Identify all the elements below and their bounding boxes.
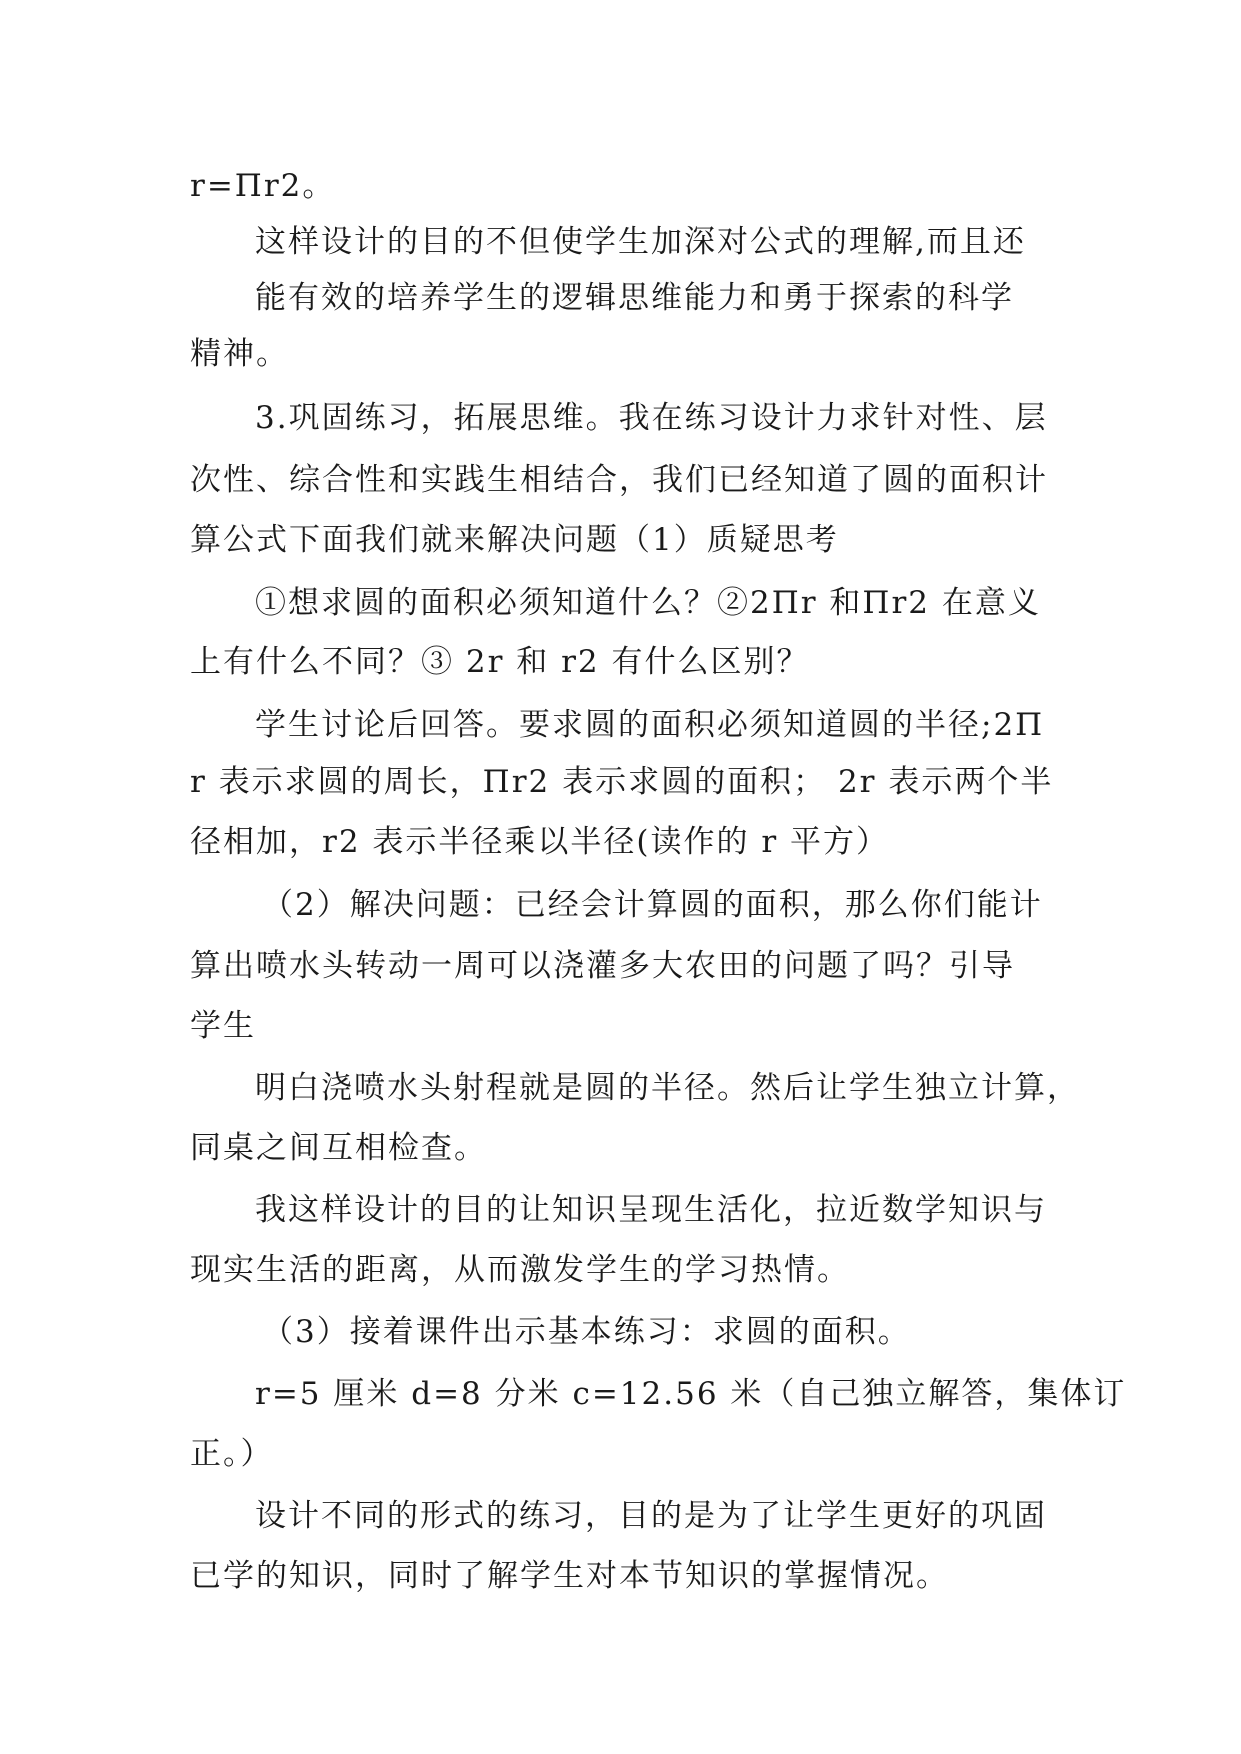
text-line: 精神。 [190, 336, 289, 372]
text-line: 同桌之间互相检查。 [190, 1130, 487, 1166]
text-line: 算公式下面我们就来解决问题（1）质疑思考 [190, 522, 839, 558]
text-line: 算出喷水头转动一周可以浇灌多大农田的问题了吗？引导 [190, 948, 1015, 984]
text-line: 3.巩固练习，拓展思维。我在练习设计力求针对性、层 [255, 400, 1048, 436]
text-line: r 表示求圆的周长，Πr2 表示求圆的面积； 2r 表示两个半 [190, 764, 1054, 800]
text-line: 上有什么不同？③ 2r 和 r2 有什么区别？ [190, 644, 810, 680]
text-line: 学生讨论后回答。要求圆的面积必须知道圆的半径;2Π [255, 707, 1045, 743]
text-line: 我这样设计的目的让知识呈现生活化，拉近数学知识与 [255, 1192, 1047, 1228]
text-line: 明白浇喷水头射程就是圆的半径。然后让学生独立计算， [255, 1070, 1080, 1106]
text-line: （2）解决问题：已经会计算圆的面积，那么你们能计 [262, 887, 1043, 923]
text-line: 正。） [190, 1436, 274, 1472]
text-line: 径相加，r2 表示半径乘以半径(读作的 r 平方） [190, 824, 890, 860]
text-line: r=Πr2。 [190, 168, 336, 204]
text-line: 这样设计的目的不但使学生加深对公式的理解,而且还 [255, 224, 1026, 260]
text-line: 已学的知识，同时了解学生对本节知识的掌握情况。 [190, 1558, 949, 1594]
text-line: 学生 [190, 1008, 256, 1044]
text-line: 能有效的培养学生的逻辑思维能力和勇于探索的科学 [255, 280, 1014, 316]
text-line: 现实生活的距离，从而激发学生的学习热情。 [190, 1252, 850, 1288]
text-line: ①想求圆的面积必须知道什么？②2Πr 和Πr2 在意义 [255, 585, 1041, 621]
text-line: （3）接着课件出示基本练习：求圆的面积。 [262, 1314, 911, 1350]
text-line: r=5 厘米 d=8 分米 c=12.56 米（自己独立解答，集体订 [255, 1376, 1127, 1412]
text-line: 设计不同的形式的练习，目的是为了让学生更好的巩固 [255, 1498, 1047, 1534]
text-line: 次性、综合性和实践生相结合，我们已经知道了圆的面积计 [190, 462, 1048, 498]
